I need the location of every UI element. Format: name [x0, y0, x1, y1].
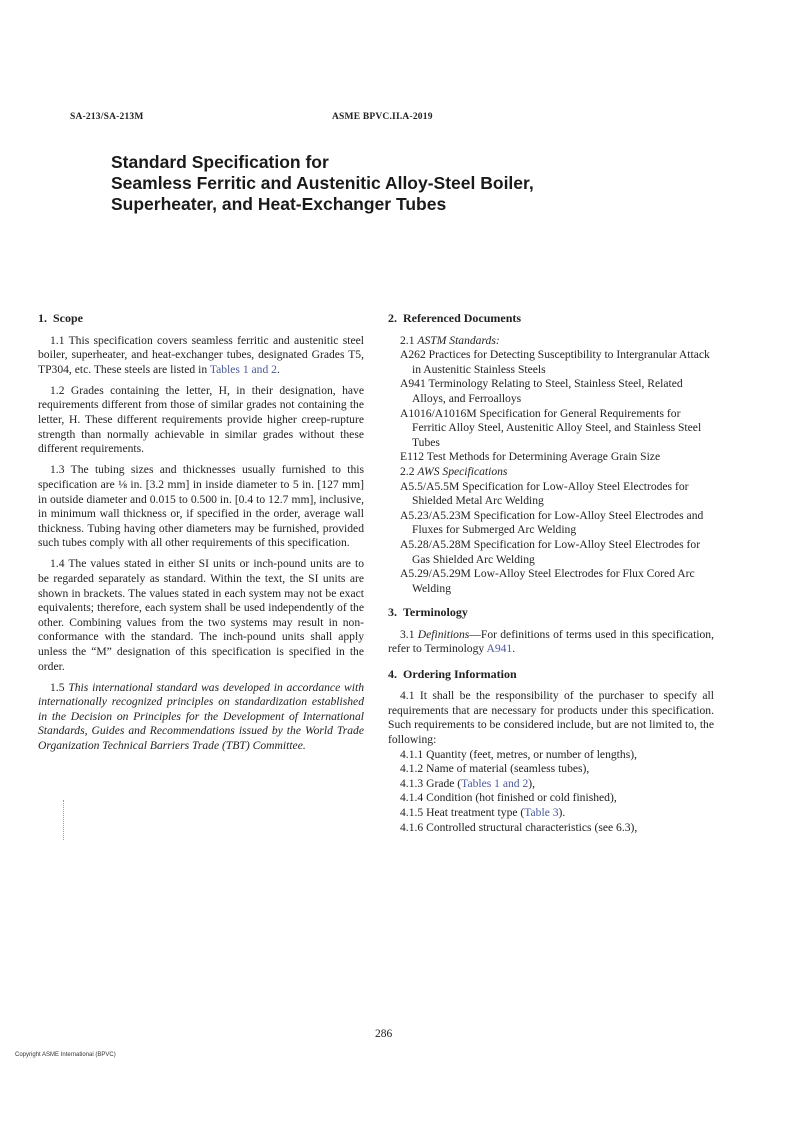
table-3-link[interactable]: Table 3: [524, 805, 559, 819]
title-line-3: Superheater, and Heat-Exchanger Tubes: [111, 194, 447, 214]
section-title: Referenced Documents: [403, 311, 522, 325]
section-heading-terminology: [388, 605, 714, 620]
reference-a5-23: A5.23/A5.23M Specification for Low-Alloy Steel Electrodes and Fluxes for Submerged Arc Welding: [400, 508, 704, 537]
paragraph-text: 1.1 This specification covers seamless ferritic and austenitic steel boiler, superheater, and heat-exchanger tubes, designated Grades T5, TP304, etc. These steels are listed in: [38, 333, 364, 376]
running-header-right: ASME BPVC.II.A-2019: [332, 112, 433, 122]
reference-a1016: A1016/A1016M Specification for General Requirements for Ferritic Alloy Steel, Austenitic Alloy Steel, and Stainless Steel Tubes: [400, 406, 702, 449]
paragraph-3-1: [388, 628, 714, 657]
subsection-label: ASTM Standards:: [417, 333, 500, 347]
reference-e112: E112 Test Methods for Determining Average Grain Size: [400, 450, 661, 464]
section-heading-referenced-documents: [388, 311, 714, 326]
section-title: Ordering Information: [403, 666, 517, 681]
paragraph-1-3: 1.3 The tubing sizes and thicknesses usually furnished to this specification are ⅛ in. [3.2 mm] in inside diameter to 5 in. [127 mm] in outside diameter and 0.015 to 0.500 in. [0.4 to 12.7 mm], inclusive, in minimum wall thickness or, if specified in the order, average wall thickness. Tubing having other diameters may be furnished, provided such tubes comply with all other requirements of this specification.: [38, 463, 364, 550]
section-heading-ordering: [388, 667, 714, 682]
left-column: [38, 311, 364, 760]
list-item: 4.1.2 Name of material (seamless tubes),: [400, 762, 590, 776]
paragraph-1-4: 1.4 The values stated in either SI units or inch-pound units are to be regarded separately as standard. Within the text, the SI units are shown in brackets. The values stated in each system may not be exact equivalents; therefore, each system shall be used independently of the other. Combining values from the two systems may result in non-conformance with the standard. The inch-pound units shall apply unless the “M” designation of this specification is specified in the order.: [38, 557, 364, 673]
subsection-astm: [388, 334, 714, 349]
list-item: 4.1.1 Quantity (feet, metres, or number of lengths),: [400, 747, 637, 761]
section-number: 3.: [388, 605, 397, 620]
list-item: 4.1.6 Controlled structural characteristics (see 6.3),: [400, 820, 638, 834]
section-number: 2.: [388, 311, 397, 325]
item-text: 4.1.5 Heat treatment type (: [400, 805, 525, 819]
reference-a941: A941 Terminology Relating to Steel, Stainless Steel, Related Alloys, and Ferroalloys: [400, 377, 683, 405]
paragraph-text: .: [512, 642, 516, 656]
subsection-number: 2.1: [400, 333, 418, 347]
paragraph-number: 1.5: [50, 680, 69, 694]
paragraph-4-1: 4.1 It shall be the responsibility of the purchaser to specify all requirements that are necessary for products under this specification. Such requirements to be considered include, but are not limited to, the following:: [388, 689, 714, 746]
right-column: [388, 311, 714, 835]
paragraph-number: 3.1: [400, 627, 418, 641]
a941-link[interactable]: A941: [486, 642, 513, 656]
reference-a5-28: A5.28/A5.28M Specification for Low-Alloy Steel Electrodes for Gas Shielded Arc Welding: [400, 537, 701, 566]
item-text: ).: [558, 805, 566, 819]
list-item: 4.1.4 Condition (hot finished or cold finished),: [400, 791, 617, 805]
reference-a5-5: A5.5/A5.5M Specification for Low-Alloy Steel Electrodes for Shielded Metal Arc Welding: [400, 479, 689, 508]
tables-link[interactable]: Tables 1 and 2: [209, 362, 277, 376]
reference-a5-29: A5.29/A5.29M Low-Alloy Steel Electrodes for Flux Cored Arc Welding: [400, 567, 695, 595]
list-item: [388, 806, 714, 821]
document-title: [111, 152, 751, 215]
paragraph-1-1: [38, 334, 364, 378]
item-text: 4.1.3 Grade (: [400, 776, 462, 790]
title-line-2: Seamless Ferritic and Austenitic Alloy-Steel Boiler,: [111, 173, 534, 193]
defined-term: Definitions: [417, 627, 470, 641]
margin-mark: [63, 800, 64, 840]
section-number: 4.: [388, 666, 397, 681]
page-number: 286: [375, 1028, 393, 1040]
subsection-aws: [388, 465, 714, 480]
list-item: [388, 777, 714, 792]
tables-link[interactable]: Tables 1 and 2: [461, 776, 529, 790]
paragraph-1-2: 1.2 Grades containing the letter, H, in their designation, have requirements different from those of similar grades not containing the letter, H. These different requirements provide higher creep-rupture strength than normally achievable in similar grades without these different requirements.: [38, 383, 364, 456]
section-heading-scope: [38, 311, 364, 326]
paragraph-1-5: [38, 681, 364, 754]
section-number: 1.: [38, 311, 47, 325]
paragraph-text: This international standard was developed in accordance with internationally recognized principles on standardization established in the Decision on Principles for the Development of International Standards, Guides and Recommendations issued by the World Trade Organization Technical Barriers Trade (TBT) Committee.: [38, 680, 364, 753]
item-text: ),: [528, 776, 536, 790]
paragraph-text: —For definitions of terms used in this specification, refer to Terminology: [388, 627, 714, 656]
title-line-1: Standard Specification for: [111, 152, 329, 172]
running-header-left: SA-213/SA-213M: [70, 112, 144, 122]
copyright-footer: Copyright ASME International (BPVC): [15, 1052, 116, 1058]
section-title: Scope: [53, 311, 83, 325]
subsection-number: 2.2: [400, 464, 418, 478]
paragraph-text: .: [276, 362, 280, 376]
reference-a262: A262 Practices for Detecting Susceptibility to Intergranular Attack in Austenitic Stainless Steels: [400, 348, 710, 376]
subsection-label: AWS Specifications: [417, 464, 508, 478]
section-title: Terminology: [403, 605, 468, 620]
